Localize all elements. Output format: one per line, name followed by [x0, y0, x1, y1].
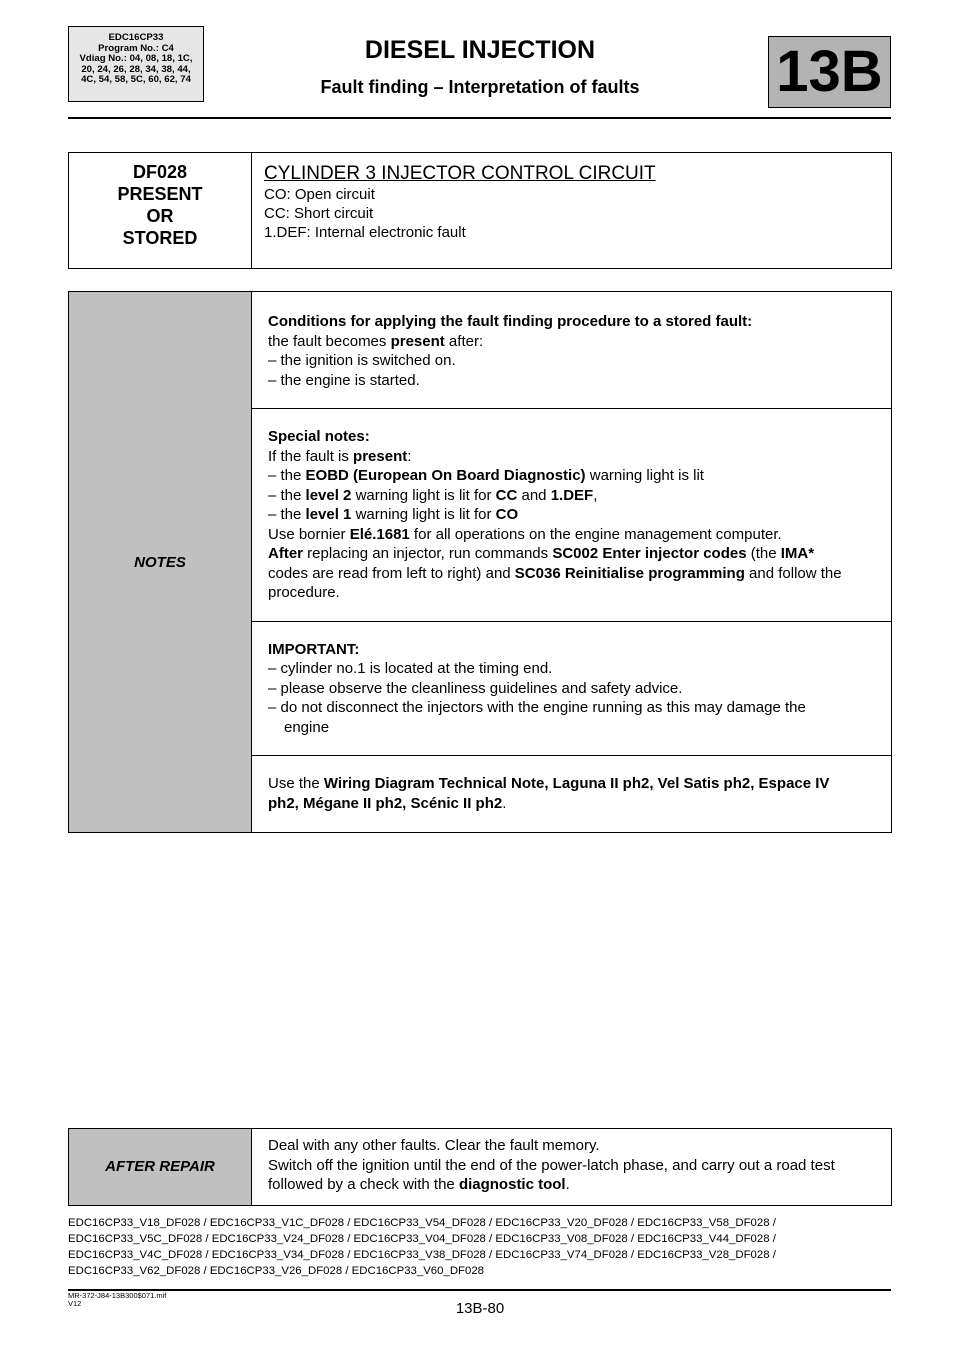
- id-line: Vdiag No.: 04, 08, 18, 1C,: [79, 53, 193, 64]
- important-item: – please observe the cleanliness guidelines and safety advice.: [268, 679, 683, 697]
- fault-detail: CO: Open circuit: [264, 186, 375, 203]
- reference-line: EDC16CP33_V62_DF028 / EDC16CP33_V26_DF028 / EDC16CP33_V60_DF028: [68, 1265, 485, 1277]
- page-number: 13B-80: [455, 1300, 505, 1317]
- special-item: – the level 1 warning light is lit for CO: [268, 506, 519, 523]
- document-reference: [68, 1292, 166, 1308]
- reference-list: [68, 1215, 898, 1279]
- important-item: – cylinder no.1 is located at the timing end.: [268, 660, 553, 677]
- fault-code: DF028: [132, 162, 188, 182]
- after-repair-table: [68, 1128, 892, 1206]
- fault-table: [68, 152, 892, 269]
- wiring-line: ph2, Mégane II ph2, Scénic II ph2.: [268, 794, 507, 812]
- special-intro: If the fault is present:: [268, 447, 412, 465]
- special-item: – the EOBD (European On Board Diagnostic) warning light is lit: [268, 467, 704, 484]
- after-repair-line: Deal with any other faults. Clear the fault memory.: [268, 1137, 600, 1154]
- doc-ref: MR-372-J84-13B300$071.mif: [68, 1291, 167, 1300]
- reference-line: EDC16CP33_V18_DF028 / EDC16CP33_V1C_DF028 / EDC16CP33_V54_DF028 / EDC16CP33_V20_DF028 / EDC16CP33_V58_DF028 /: [68, 1217, 776, 1229]
- conditions-item: – the ignition is switched on.: [268, 352, 456, 369]
- notes-wiring: [252, 756, 892, 833]
- important-item: – do not disconnect the injectors with the engine running as this may damage the: [268, 699, 806, 716]
- fault-description-cell: [252, 153, 892, 269]
- fault-detail: CC: Short circuit: [264, 205, 374, 222]
- page-title: DIESEL INJECTION: [364, 36, 596, 64]
- notes-table: [68, 291, 892, 833]
- important-heading: IMPORTANT:: [268, 640, 360, 658]
- fault-status: OR: [146, 206, 174, 226]
- id-line: Program No.: C4: [98, 42, 174, 54]
- conditions-item: – the engine is started.: [268, 371, 420, 389]
- page-subtitle: Fault finding – Interpretation of faults: [320, 77, 640, 97]
- fault-name: CYLINDER 3 INJECTOR CONTROL CIRCUIT: [264, 163, 656, 184]
- footer-divider: [68, 1289, 891, 1291]
- after-repair-line: Switch off the ignition until the end of the power-latch phase, and carry out a road test: [268, 1156, 835, 1174]
- notes-important: [252, 621, 892, 756]
- doc-version: V12: [68, 1299, 82, 1308]
- notes-special: [252, 409, 892, 622]
- special-after: After replacing an injector, run commands SC002 Enter injector codes (the IMA*: [268, 545, 815, 562]
- important-item-continuation: engine: [284, 718, 330, 736]
- after-repair-line: followed by a check with the diagnostic tool.: [268, 1176, 570, 1193]
- special-after: codes are read from left to right) and SC036 Reinitialise programming and follow the: [268, 564, 842, 582]
- wiring-line: Use the Wiring Diagram Technical Note, Laguna II ph2, Vel Satis ph2, Espace IV: [268, 775, 830, 792]
- conditions-intro: the fault becomes present after:: [268, 332, 484, 350]
- reference-line: EDC16CP33_V4C_DF028 / EDC16CP33_V34_DF028 / EDC16CP33_V38_DF028 / EDC16CP33_V74_DF028 / EDC16CP33_V28_DF028 /: [68, 1249, 776, 1261]
- reference-line: EDC16CP33_V5C_DF028 / EDC16CP33_V24_DF028 / EDC16CP33_V04_DF028 / EDC16CP33_V08_DF028 / EDC16CP33_V44_DF028 /: [68, 1233, 776, 1245]
- after-repair-text: [252, 1129, 892, 1206]
- fault-status-cell: [69, 153, 252, 269]
- conditions-heading: Conditions for applying the fault finding procedure to a stored fault:: [268, 313, 753, 330]
- special-heading: Special notes:: [268, 428, 370, 445]
- notes-conditions: [252, 292, 892, 409]
- vehicle-id-box: [68, 26, 204, 102]
- fault-status: PRESENT: [117, 184, 203, 204]
- header-divider: [68, 117, 891, 119]
- section-badge: 13B: [768, 36, 891, 108]
- notes-label: NOTES: [69, 292, 252, 833]
- fault-status: STORED: [122, 228, 198, 248]
- id-line: 4C, 54, 58, 5C, 60, 62, 74: [81, 74, 191, 85]
- special-bornier: Use bornier Elé.1681 for all operations on the engine management computer.: [268, 525, 782, 543]
- id-line: 20, 24, 26, 28, 34, 38, 44,: [81, 63, 191, 75]
- id-line: EDC16CP33: [108, 32, 164, 43]
- special-after: procedure.: [268, 584, 340, 601]
- after-repair-label: AFTER REPAIR: [69, 1129, 252, 1206]
- fault-detail: 1.DEF: Internal electronic fault: [264, 224, 466, 241]
- special-item: – the level 2 warning light is lit for CC and 1.DEF,: [268, 486, 598, 504]
